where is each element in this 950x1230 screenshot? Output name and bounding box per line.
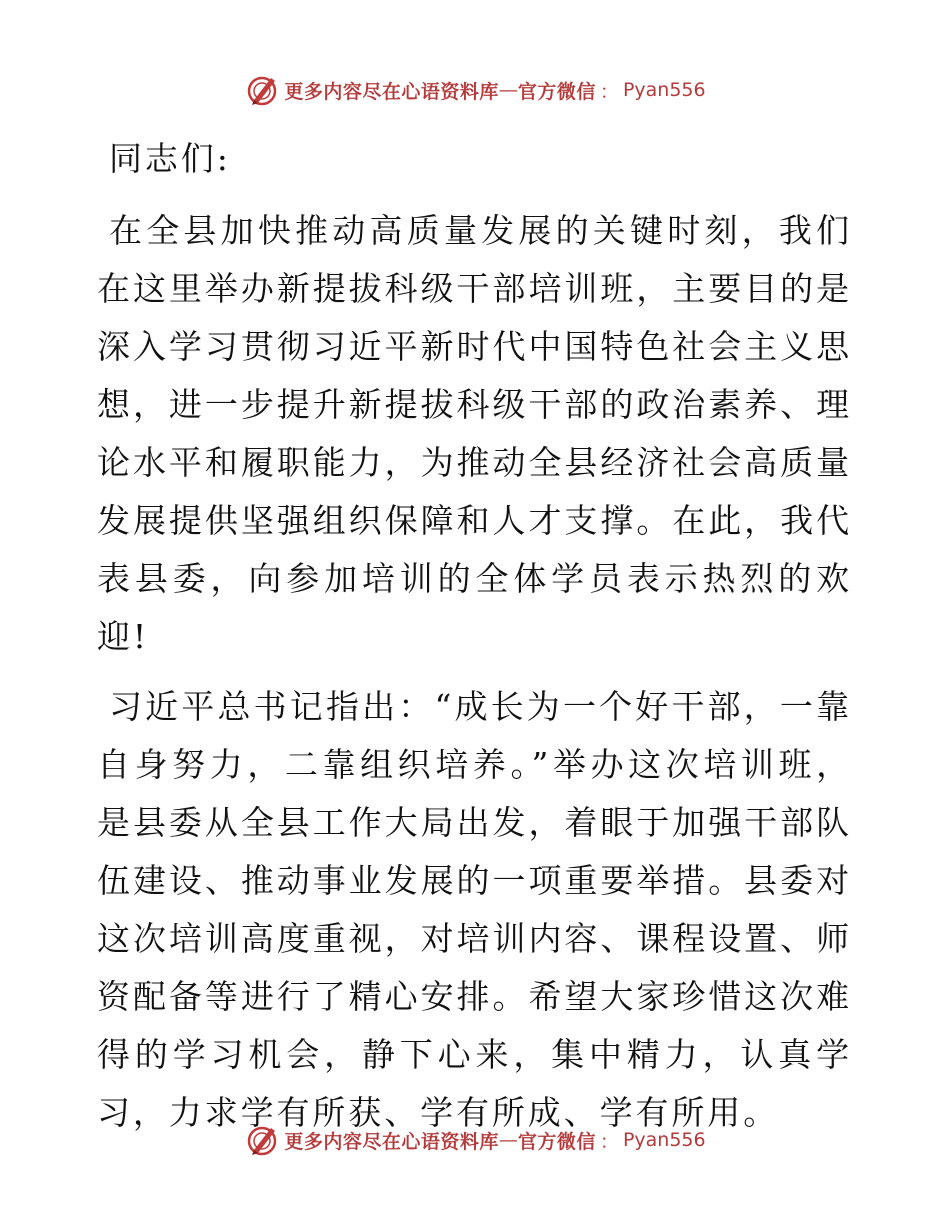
pen-logo-icon xyxy=(244,72,280,108)
greeting: 同志们: xyxy=(109,139,231,178)
banner-dash: — xyxy=(498,79,518,101)
paragraph-2: 习近平总书记指出：“成长为一个好干部，一靠自身努力，二靠组织培养。”举办这次培训班，是县委从全县工作大局出发，着眼于加强干部队伍建设、推动事业发展的一项重要举措。县委对这次培训高度重视，对培训内容、课程设置、师资配备等进行了精心安排。希望大家珍惜这次难得的学习机会，静下心来，集中精力，认真学习，力求学有所获、学有所成、学有所用。 xyxy=(97,687,852,1132)
wechat-id: Pyan556 xyxy=(622,1129,706,1151)
footer-banner xyxy=(0,1120,950,1160)
banner-colon: ： xyxy=(599,1130,619,1153)
banner-colon: ： xyxy=(599,80,619,103)
wechat-label: 官方微信 xyxy=(517,1130,596,1153)
banner-text: 更多内容尽在心语资料库 xyxy=(284,80,499,103)
document-body xyxy=(97,130,852,1142)
banner-dash: — xyxy=(498,1129,518,1151)
banner-text: 更多内容尽在心语资料库 xyxy=(284,1130,499,1153)
header-banner xyxy=(0,70,950,110)
paragraph-1: 在全县加快推动高质量发展的关键时刻，我们在这里举办新提拔科级干部培训班，主要目的是深入学习贯彻习近平新时代中国特色社会主义思想，进一步提升新提拔科级干部的政治素养、理论水平和履职能力，为推动全县经济社会高质量发展提供坚强组织保障和人才支撑。在此，我代表县委，向参加培训的全体学员表示热烈的欢迎! xyxy=(97,211,852,656)
wechat-label: 官方微信 xyxy=(517,80,596,103)
wechat-id: Pyan556 xyxy=(622,79,706,101)
pen-logo-icon xyxy=(244,1122,280,1158)
